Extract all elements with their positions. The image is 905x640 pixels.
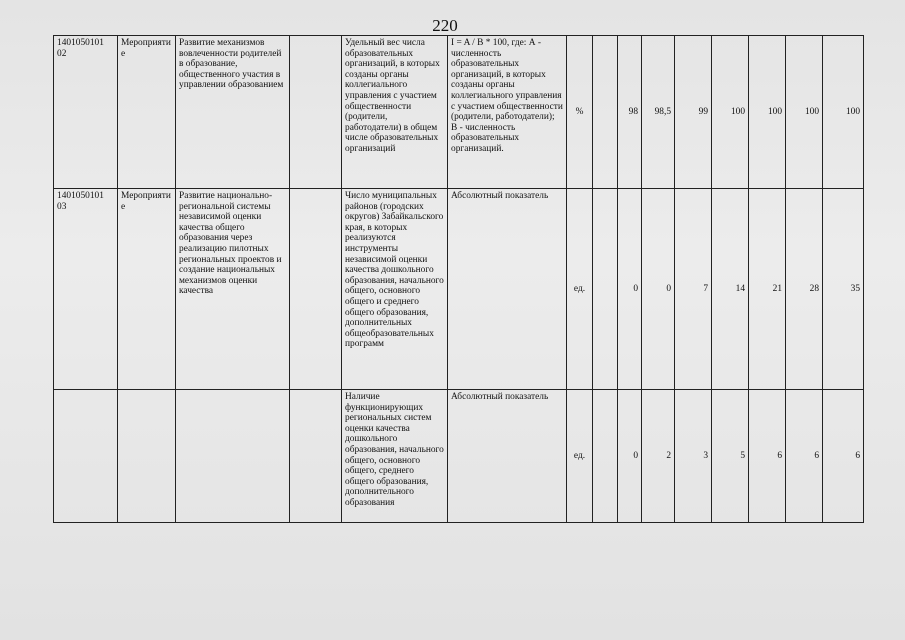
- value-cell: 100: [749, 36, 786, 189]
- indicator-cell: Удельный вес числа образовательных организаций, в которых созданы органы коллегиального управления с участием общественности (родители, работодатели) в общем числе образовательных организаций: [342, 36, 448, 189]
- name-cell: Развитие национально-региональной системы независимой оценки качества общего образования через реализацию пилотных региональных проектов и создание национальных механизмов оценки качества: [176, 189, 290, 390]
- code-cell: [54, 390, 118, 523]
- value-cell: 21: [749, 189, 786, 390]
- value-cell: 0: [618, 390, 642, 523]
- value-cell: 100: [786, 36, 823, 189]
- value-cell: 100: [712, 36, 749, 189]
- value-cell: 7: [675, 189, 712, 390]
- value-cell: 3: [675, 390, 712, 523]
- name-cell: [176, 390, 290, 523]
- unit-cell: %: [567, 36, 593, 189]
- code-cell: 1401050101 03: [54, 189, 118, 390]
- blank-cell: [593, 390, 618, 523]
- value-cell: 2: [642, 390, 675, 523]
- value-cell: 98,5: [642, 36, 675, 189]
- value-cell: 28: [786, 189, 823, 390]
- name-cell: Развитие механизмов вовлеченности родителей в образование, общественного участия в управлении образованием: [176, 36, 290, 189]
- unit-cell: ед.: [567, 390, 593, 523]
- blank-cell: [593, 189, 618, 390]
- value-cell: 0: [642, 189, 675, 390]
- type-cell: Мероприятие: [118, 36, 176, 189]
- table-row: [54, 189, 864, 390]
- unit-cell: ед.: [567, 189, 593, 390]
- value-cell: 99: [675, 36, 712, 189]
- page-number: 220: [432, 16, 458, 35]
- indicators-table: [53, 35, 864, 523]
- value-cell: 98: [618, 36, 642, 189]
- responsible-cell: [290, 36, 342, 189]
- type-cell: Мероприятие: [118, 189, 176, 390]
- method-cell: Абсолютный показатель: [448, 390, 567, 523]
- method-cell: I = A / B * 100, где: А - численность образовательных организаций, в которых созданы органы коллегиального управления с участием общественности (родители, работодатели); В - численность образовательных организаций.: [448, 36, 567, 189]
- indicator-cell: Число муниципальных районов (городских округов) Забайкальского края, в которых реализуются инструменты независимой оценки качества дошкольного образования, начального общего, основного общего и среднего общего образования, дополнительных общеобразовательных программ: [342, 189, 448, 390]
- table-row: [54, 390, 864, 523]
- value-cell: 0: [618, 189, 642, 390]
- value-cell: 14: [712, 189, 749, 390]
- value-cell: 35: [823, 189, 864, 390]
- method-cell: Абсолютный показатель: [448, 189, 567, 390]
- table-row: [54, 36, 864, 189]
- type-cell: [118, 390, 176, 523]
- value-cell: 6: [749, 390, 786, 523]
- code-cell: 1401050101 02: [54, 36, 118, 189]
- value-cell: 6: [823, 390, 864, 523]
- blank-cell: [593, 36, 618, 189]
- indicator-cell: Наличие функционирующих региональных систем оценки качества дошкольного образования, начального общего, основного общего, среднего общего образования, дополнительного образования: [342, 390, 448, 523]
- value-cell: 100: [823, 36, 864, 189]
- responsible-cell: [290, 390, 342, 523]
- value-cell: 5: [712, 390, 749, 523]
- responsible-cell: [290, 189, 342, 390]
- value-cell: 6: [786, 390, 823, 523]
